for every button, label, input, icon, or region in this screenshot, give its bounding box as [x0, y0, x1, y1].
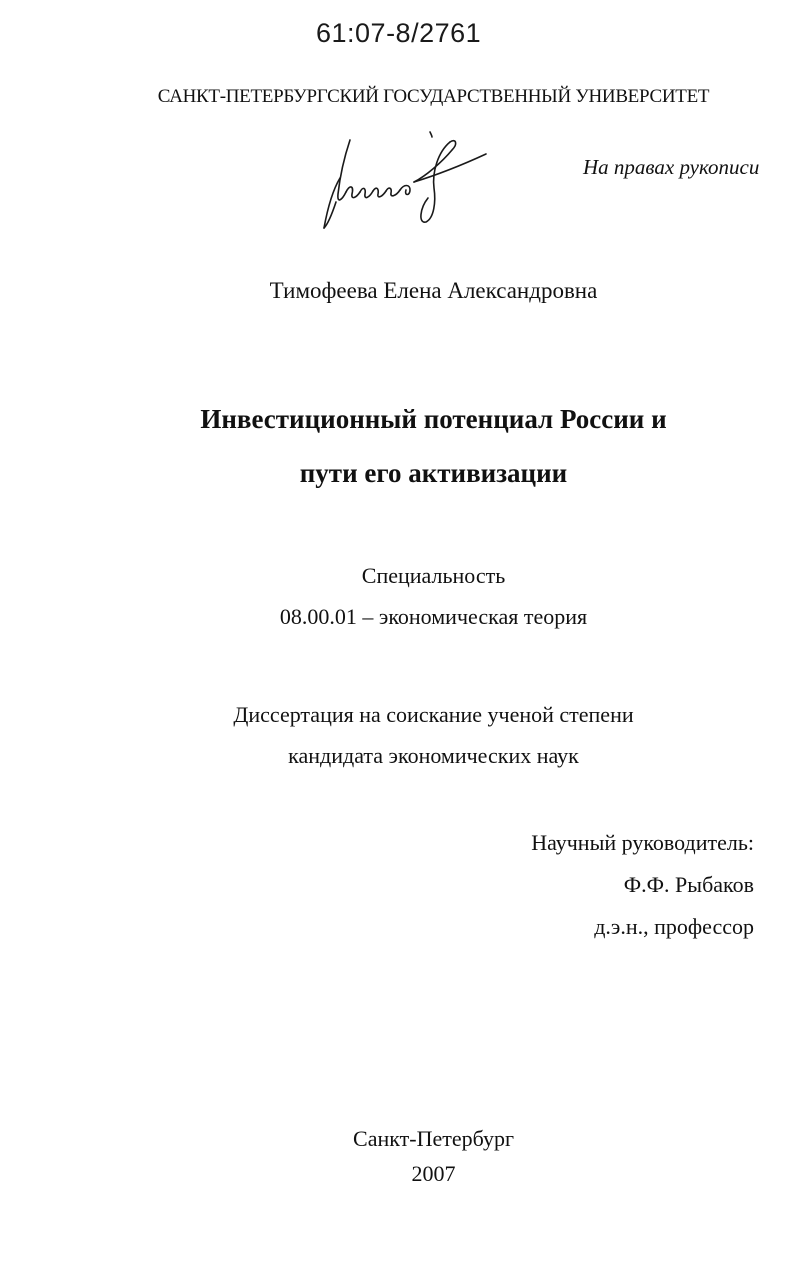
manuscript-note: На правах рукописи [583, 155, 760, 179]
thesis-title-line-1: Инвестиционный потенциал России и [200, 404, 667, 434]
author-name: Тимофеева Елена Александровна [269, 278, 598, 303]
catalog-number: 61:07-8/2761 [316, 18, 482, 48]
advisor-label: Научный руководитель: [531, 830, 754, 855]
degree-line-1: Диссертация на соискание ученой степени [233, 702, 634, 727]
university-name: САНКТ-ПЕТЕРБУРГСКИЙ ГОСУДАРСТВЕННЫЙ УНИВЕРСИТЕТ [157, 86, 710, 107]
handwritten-signature [310, 128, 500, 238]
specialty-code: 08.00.01 – экономическая теория [279, 604, 588, 629]
specialty-label: Специальность [361, 563, 506, 588]
advisor-name: Ф.Ф. Рыбаков [623, 872, 754, 897]
city: Санкт-Петербург [353, 1126, 514, 1151]
degree-line-2: кандидата экономических наук [288, 743, 579, 768]
year: 2007 [411, 1161, 456, 1186]
thesis-title-line-2: пути его активизации [299, 458, 568, 488]
advisor-title: д.э.н., профессор [594, 914, 754, 939]
